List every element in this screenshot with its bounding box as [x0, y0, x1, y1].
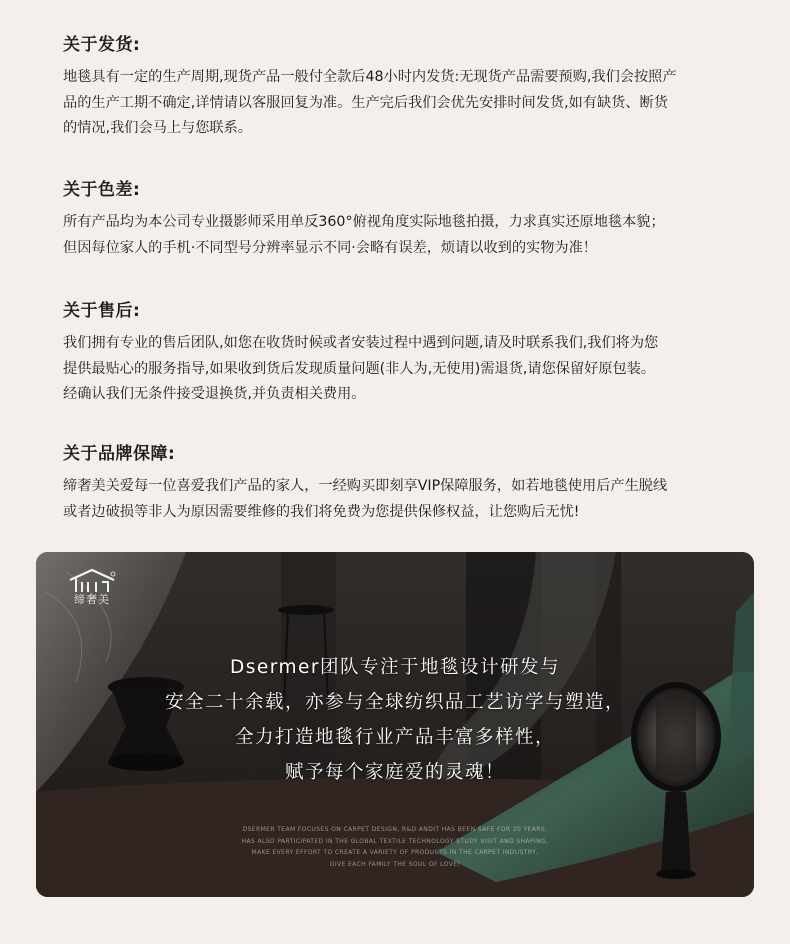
body-line: 地毯具有一定的生产周期,现货产品一般付全款后48小时内发货:无现货产品需要预购,我们会按照产 [63, 69, 677, 85]
brand-logo [62, 568, 122, 618]
body-line: 的情况,我们会马上与您联系。 [63, 120, 252, 136]
body-line: 品的生产工期不确定,详情请以客服回复为准。生产完后我们会优先安排时间发货,如有缺货、断货 [63, 94, 668, 111]
english-line: DSERMER TEAM FOCUSES ON CARPET DESIGN, R&D ANDIT HAS BEEN SAFE FOR 20 YEARS, [242, 826, 548, 833]
body-line: 经确认我们无条件接受退换货,并负责相关费用。 [63, 386, 366, 402]
english-line: GIVE EACH FAMILY THE SOUL OF LOVE! [329, 860, 461, 868]
banner-english-text [36, 824, 754, 870]
section-title: 关于售后: [63, 301, 141, 321]
body-line: 所有产品均为本公司专业摄影师采用单反360°俯视角度实际地毯拍摄，力求真实还原地毯本貌； [63, 214, 665, 230]
section-body [63, 331, 753, 408]
section-body [63, 474, 753, 525]
body-line: 我们拥有专业的售后团队,如您在收货时候或者安装过程中遇到问题,请及时联系我们,我们将为您 [63, 335, 659, 351]
section-shipping [63, 34, 753, 142]
headline-line: 赋予每个家庭爱的灵魂！ [284, 762, 505, 783]
body-line: 但因每位家人的手机·不同型号分辨率显示不同·会略有误差，烦请以收到的实物为准！ [63, 239, 597, 256]
section-title: 关于发货: [63, 35, 141, 55]
section-title: 关于品牌保障: [63, 444, 176, 464]
section-after-sales [63, 300, 753, 408]
house-logo-icon [66, 568, 118, 594]
section-color-difference [63, 179, 753, 261]
section-body [63, 210, 753, 261]
body-line: 或者边破损等非人为原因需要维修的我们将免费为您提供保修权益，让您购后无忧! [63, 503, 580, 520]
logo-text: 缔奢美 [74, 593, 110, 606]
section-title: 关于色差: [63, 180, 141, 200]
section-brand-guarantee [63, 443, 753, 525]
headline-line: 安全二十余载，亦参与全球纺织品工艺访学与塑造， [164, 692, 625, 713]
body-line: 提供最贴心的服务指导,如果收到货后发现质量问题(非人为,无使用)需退货,请您保留好原包装。 [63, 360, 656, 377]
headline-line: 全力打造地毯行业产品丰富多样性， [234, 727, 555, 748]
brand-banner [36, 552, 754, 897]
banner-headline [36, 650, 754, 790]
english-line: MAKE EVERY EFFORT TO CREATE A VARIETY OF PRODUCTS IN THE CARPET INDUSTRY, [251, 849, 539, 856]
english-line: HAS ALSO PARTICIPATED IN THE GLOBAL TEXTILE TECHNOLOGY STUDY VISIT AND SHAPING, [241, 837, 549, 845]
headline-line: Dsermer团队专注于地毯设计研发与 [229, 657, 561, 678]
section-body [63, 65, 753, 142]
body-line: 缔奢美关爱每一位喜爱我们产品的家人，一经购买即刻享VIP保障服务，如若地毯使用后产生脱线 [63, 478, 668, 494]
